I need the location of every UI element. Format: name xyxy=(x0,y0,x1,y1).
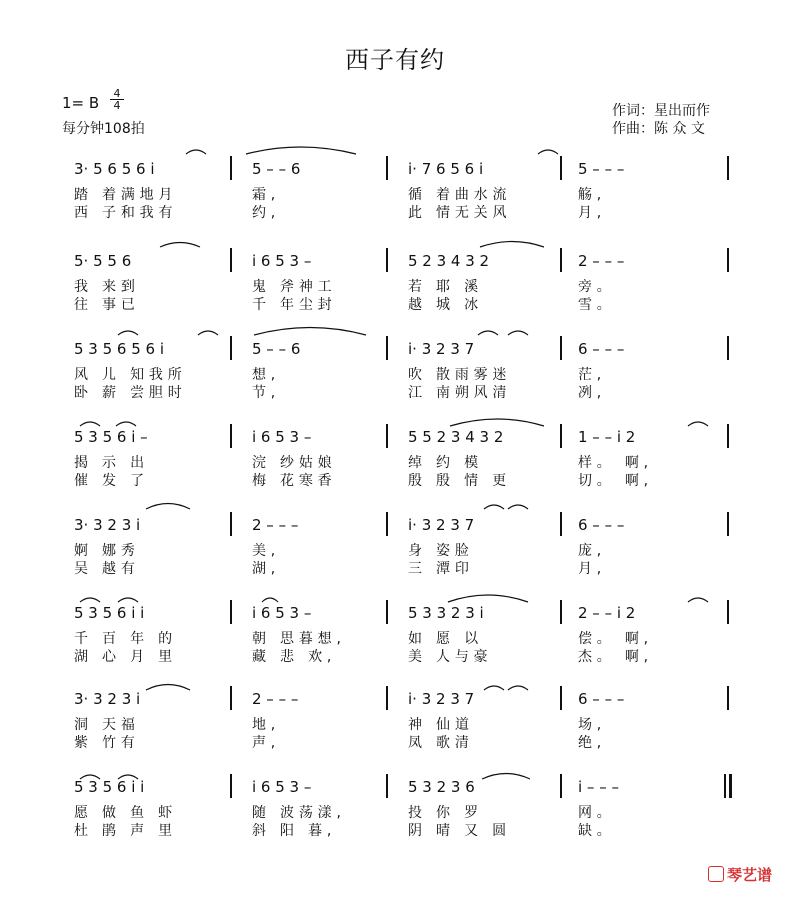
measure-notes: 5 3 3 2 3 i xyxy=(408,604,484,622)
measure-notes: 2 – – – xyxy=(252,516,299,534)
lyric-verse-2: 千 年尘封 xyxy=(252,297,337,313)
lyric-verse-2: 声, xyxy=(252,735,281,751)
lyric-verse-2: 江 南朔风清 xyxy=(408,385,512,401)
lyric-verse-2: 越 城 冰 xyxy=(408,297,483,313)
lyric-verse-2: 雪。 xyxy=(578,297,616,313)
key-signature: 1= B xyxy=(62,94,100,112)
measure-notes: 5 3 2 3 6 xyxy=(408,778,475,796)
lyric-verse-1: 旁。 xyxy=(578,279,616,295)
lyric-verse-2: 凤 歌清 xyxy=(408,735,474,751)
measure-notes: 5 – – 6 xyxy=(252,340,301,358)
lyric-verse-1: 循 着曲水流 xyxy=(408,187,512,203)
lyric-verse-1: 网。 xyxy=(578,805,616,821)
lyric-verse-2: 约, xyxy=(252,205,281,221)
lyric-verse-1: 想, xyxy=(252,367,281,383)
lyric-verse-1: 鬼 斧神工 xyxy=(252,279,337,295)
measure-notes: 3· 3 2 3 i xyxy=(74,516,141,534)
lyric-verse-2: 藏 悲 欢, xyxy=(252,649,337,665)
lyric-verse-1: 我 来到 xyxy=(74,279,140,295)
lyric-verse-1: 随 波荡漾, xyxy=(252,805,346,821)
lyric-verse-1: 地, xyxy=(252,717,281,733)
measure-notes: 2 – – – xyxy=(578,252,625,270)
measure-notes: 2 – – i 2 xyxy=(578,604,636,622)
measure-notes: 5 2 3 4 3 2 xyxy=(408,252,490,270)
measure-notes: 1 – – i 2 xyxy=(578,428,636,446)
lyric-verse-2: 梅 花寒香 xyxy=(252,473,337,489)
lyric-verse-1: 神 仙道 xyxy=(408,717,474,733)
time-sig-bottom: 4 xyxy=(113,99,121,112)
lyric-verse-1: 吹 散雨雾迷 xyxy=(408,367,512,383)
lyric-verse-2: 切。 啊, xyxy=(578,473,653,489)
lyric-verse-2: 杜 鹃 声 里 xyxy=(74,823,177,839)
lyric-verse-1: 若 耶 溪 xyxy=(408,279,483,295)
lyric-verse-1: 觞, xyxy=(578,187,607,203)
lyric-verse-2: 三 潭印 xyxy=(408,561,474,577)
measure-notes: 5 – – – xyxy=(578,160,625,178)
measure-notes: 3· 3 2 3 i xyxy=(74,690,141,708)
measure-notes: i· 3 2 3 7 xyxy=(408,690,475,708)
lyric-verse-2: 殷 殷 情 更 xyxy=(408,473,511,489)
lyric-verse-1: 霜, xyxy=(252,187,281,203)
measure-notes: 5 3 5 6 i i xyxy=(74,604,145,622)
lyric-verse-1: 洞 天福 xyxy=(74,717,140,733)
composer-credit: 作曲：陈 众 文 xyxy=(612,121,705,137)
measure-notes: i 6 5 3 – xyxy=(252,252,312,270)
lyric-verse-1: 揭 示 出 xyxy=(74,455,149,471)
measure-notes: 5 5 2 3 4 3 2 xyxy=(408,428,504,446)
lyric-verse-1: 茫, xyxy=(578,367,607,383)
lyric-verse-2: 紫 竹有 xyxy=(74,735,140,751)
measure-notes: i 6 5 3 – xyxy=(252,428,312,446)
measure-notes: i – – – xyxy=(578,778,619,796)
lyric-verse-1: 踏 着满地月 xyxy=(74,187,178,203)
lyric-verse-1: 浣 纱姑娘 xyxy=(252,455,337,471)
lyric-verse-2: 催 发 了 xyxy=(74,473,149,489)
lyric-verse-1: 美, xyxy=(252,543,281,559)
lyric-verse-1: 投 你 罗 xyxy=(408,805,483,821)
measure-notes: 5 3 5 6 5 6 i xyxy=(74,340,165,358)
lyric-verse-1: 千 百 年 的 xyxy=(74,631,177,647)
lyric-verse-2: 斜 阳 暮, xyxy=(252,823,337,839)
lyricist-credit: 作词：星出而作 xyxy=(612,103,710,119)
lyric-verse-1: 场, xyxy=(578,717,607,733)
measure-notes: 6 – – – xyxy=(578,340,625,358)
lyric-verse-1: 婀 娜秀 xyxy=(74,543,140,559)
lyric-verse-2: 湖, xyxy=(252,561,281,577)
lyric-verse-2: 冽, xyxy=(578,385,607,401)
measure-notes: 5 – – 6 xyxy=(252,160,301,178)
lyric-verse-1: 绰 约 模 xyxy=(408,455,483,471)
lyric-verse-2: 缺。 xyxy=(578,823,616,839)
measure-notes: 5 3 5 6 i – xyxy=(74,428,148,446)
lyric-verse-2: 阴 晴 又 圆 xyxy=(408,823,511,839)
lyric-verse-2: 西 子和我有 xyxy=(74,205,178,221)
lyric-verse-2: 月, xyxy=(578,561,607,577)
measure-notes: 2 – – – xyxy=(252,690,299,708)
measure-notes: i· 3 2 3 7 xyxy=(408,340,475,358)
lyric-verse-1: 偿。 啊, xyxy=(578,631,653,647)
measure-notes: 5· 5 5 6 xyxy=(74,252,132,270)
time-sig-top: 4 xyxy=(110,88,124,100)
lyric-verse-2: 绝, xyxy=(578,735,607,751)
lyric-verse-1: 如 愿 以 xyxy=(408,631,483,647)
measure-notes: i· 7 6 5 6 i xyxy=(408,160,484,178)
lyric-verse-2: 节, xyxy=(252,385,281,401)
song-title: 西子有约 xyxy=(345,46,445,74)
tempo-marking: 每分钟108拍 xyxy=(62,121,145,137)
lyric-verse-2: 此 情无关风 xyxy=(408,205,512,221)
brand-icon xyxy=(708,866,724,882)
measure-notes: 6 – – – xyxy=(578,516,625,534)
lyric-verse-1: 愿 做 鱼 虾 xyxy=(74,805,177,821)
lyric-verse-1: 庞, xyxy=(578,543,607,559)
measure-notes: 3· 5 6 5 6 i xyxy=(74,160,155,178)
measure-notes: 5 3 5 6 i i xyxy=(74,778,145,796)
measure-notes: i 6 5 3 – xyxy=(252,778,312,796)
lyric-verse-2: 湖 心 月 里 xyxy=(74,649,177,665)
measure-notes: i· 3 2 3 7 xyxy=(408,516,475,534)
lyric-verse-1: 样。 啊, xyxy=(578,455,653,471)
lyric-verse-2: 往 事已 xyxy=(74,297,140,313)
lyric-verse-2: 卧 薪 尝胆时 xyxy=(74,385,187,401)
watermark-logo xyxy=(708,864,772,885)
measure-notes: 6 – – – xyxy=(578,690,625,708)
lyric-verse-1: 朝 思暮想, xyxy=(252,631,346,647)
lyric-verse-2: 杰。 啊, xyxy=(578,649,653,665)
lyric-verse-2: 月, xyxy=(578,205,607,221)
lyric-verse-1: 身 姿脸 xyxy=(408,543,474,559)
measure-notes: i 6 5 3 – xyxy=(252,604,312,622)
watermark-text: 琴艺谱 xyxy=(726,866,772,884)
lyric-verse-2: 吴 越有 xyxy=(74,561,140,577)
lyric-verse-2: 美 人与豪 xyxy=(408,649,493,665)
lyric-verse-1: 风 儿 知我所 xyxy=(74,367,187,383)
